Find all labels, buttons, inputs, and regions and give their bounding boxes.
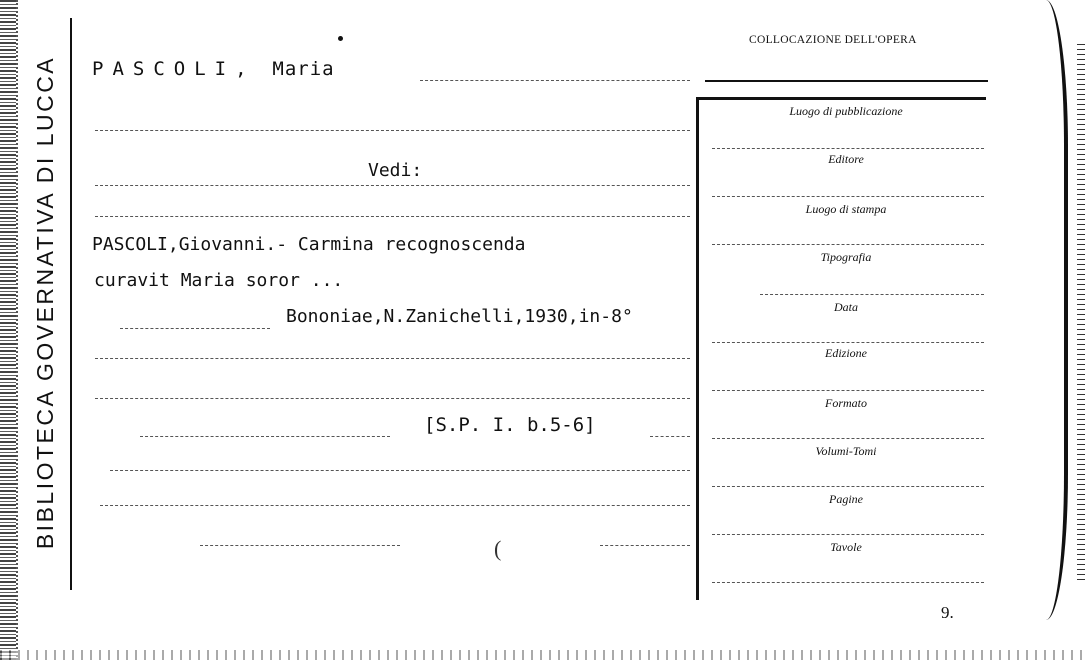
field-luogo-pubblicazione: Luogo di pubblicazione (789, 104, 903, 118)
shelfmark: [S.P. I. b.5-6] (424, 414, 596, 436)
author-surname: PASCOLI (92, 58, 236, 80)
field-line (712, 390, 984, 391)
scan-edge-bottom (0, 650, 1085, 660)
entry-line-3: Bononiae,N.Zanichelli,1930,in-8° (286, 306, 633, 327)
scan-edge-dotted (16, 0, 26, 660)
library-vertical-title (28, 12, 64, 592)
scan-noise (1077, 40, 1085, 580)
ruled-line (95, 358, 690, 359)
scan-edge-left (0, 0, 16, 660)
card-edge-curve (1046, 0, 1068, 620)
field-tipografia: Tipografia (820, 250, 872, 264)
author-separator: , (235, 58, 248, 80)
ruled-line (95, 130, 690, 131)
field-data: Data (834, 300, 858, 314)
ruled-line (95, 185, 690, 186)
ink-dot (338, 36, 343, 41)
field-line (712, 342, 984, 343)
field-pagine: Pagine (829, 492, 863, 506)
ruled-line (110, 470, 690, 471)
field-luogo-stampa: Luogo di stampa (805, 202, 887, 216)
vertical-rule (70, 18, 72, 590)
field-line (712, 148, 984, 149)
scan-edge-right (1040, 0, 1085, 620)
entry-line-2: curavit Maria soror ... (94, 270, 344, 291)
ruled-line (100, 505, 690, 506)
ruled-line (140, 436, 390, 437)
ruled-line (420, 80, 690, 81)
field-volumi-tomi: Volumi-Tomi (815, 444, 877, 458)
panel-top-border (696, 97, 986, 100)
ruled-line (95, 216, 690, 217)
ruled-line (120, 328, 270, 329)
ruled-line (200, 545, 400, 546)
field-line (712, 582, 984, 583)
panel-left-border (696, 97, 699, 600)
author-given-name: Maria (272, 58, 335, 80)
field-line (712, 534, 984, 535)
ruled-line (650, 436, 690, 437)
field-line (760, 294, 984, 295)
header-rule (705, 80, 988, 82)
author-heading (92, 58, 335, 80)
card-number: 9. (941, 603, 954, 622)
field-formato: Formato (825, 396, 867, 410)
vedi-label: Vedi: (368, 160, 423, 181)
pencil-mark: ( (494, 536, 502, 561)
field-edizione: Edizione (825, 346, 867, 360)
library-name: BIBLIOTECA GOVERNATIVA DI LUCCA (32, 55, 59, 549)
field-line (712, 244, 984, 245)
field-tavole: Tavole (830, 540, 862, 554)
collocazione-header: COLLOCAZIONE DELL'OPERA (749, 34, 917, 46)
field-line (712, 486, 984, 487)
ruled-line (600, 545, 690, 546)
field-editore: Editore (828, 152, 864, 166)
entry-line-1: PASCOLI,Giovanni.- Carmina recognoscenda (92, 234, 526, 255)
field-line (712, 438, 984, 439)
field-line (712, 196, 984, 197)
ruled-line (95, 398, 690, 399)
